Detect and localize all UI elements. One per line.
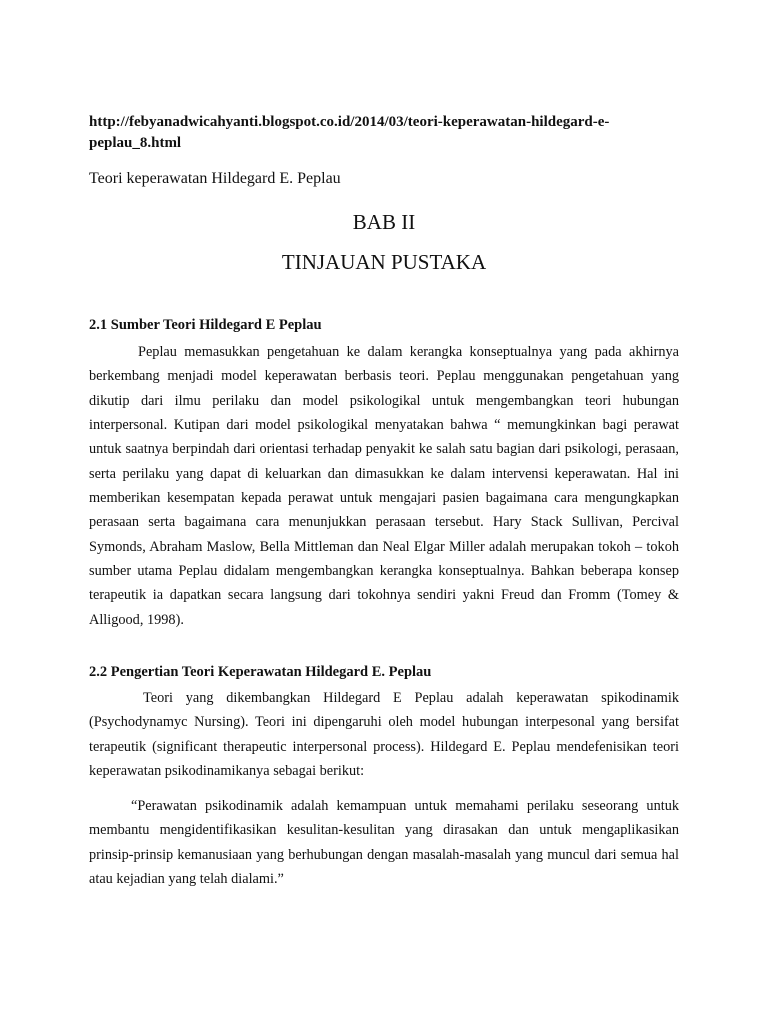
chapter-heading: BAB II <box>352 210 416 234</box>
section-paragraph: Teori yang dikembangkan Hildegard E Peplau adalah keperawatan spikodinamik (Psychodynamyc Nursing). Teori ini dipengaruhi oleh model hubungan interpesonal yang bersifat terapeutik (significant therapeutic interpersonal process). Hildegard E. Peplau mendefenisikan teori keperawatan psikodinamikanya sebagai berikut: <box>89 690 679 780</box>
chapter-title: TINJAUAN PUSTAKA <box>281 250 487 274</box>
quote-paragraph: “Perawatan psikodinamik adalah kemampuan untuk memahami perilaku seseorang untuk membantu mengidentifikasikan kesulitan-kesulitan yang dirasakan dan untuk mengaplikasikan prinsip-prinsip kemanusiaan yang berhubungan dengan masalah-masalah yang muncul dari semua hal atau kejadian yang telah dialami.” <box>89 798 679 888</box>
section-paragraph: Peplau memasukkan pengetahuan ke dalam kerangka konseptualnya yang pada akhirnya berkembang menjadi model keperawatan berbasis teori. Peplau menggunakan pengetahuan yang dikutip dari ilmu perilaku dan model psikologikal untuk mengembangkan teori hubungan interpersonal. Kutipan dari model psikologikal menyatakan bahwa “ memungkinkan bagi perawat untuk saatnya berpindah dari orientasi terhadap penyakit ke salah satu bagian dari psikologi, perasaan, serta perilaku yang dapat di keluarkan dan dimasukkan ke dalam intervensi keperawatan. Hal ini memberikan kesempatan kepada perawat untuk mengajari pasien bagaimana cara mengungkapkan perasaan serta bagaimana cara menunjukkan perasaan tersebut. Hary Stack Sullivan, Percival Symonds, Abraham Maslow, Bella Mittleman dan Neal Elgar Miller adalah merupakan tokoh – tokoh sumber utama Peplau didalam mengembangkan kerangka konseptualnya. Bahkan beberapa konsep terapeutik ia dapatkan secara langsung dari tokohnya sendiri yakni Freud dan Fromm (Tomey & Alligood, 1998). <box>89 344 679 628</box>
document-subtitle: Teori keperawatan Hildegard E. Peplau <box>89 170 341 187</box>
section-title: 2.1 Sumber Teori Hildegard E Peplau <box>89 317 322 333</box>
section-title: 2.2 Pengertian Teori Keperawatan Hildegard E. Peplau <box>89 664 432 680</box>
source-url: http://febyanadwicahyanti.blogspot.co.id/2014/03/teori-keperawatan-hildegard-e-peplau_8.html <box>89 114 610 151</box>
